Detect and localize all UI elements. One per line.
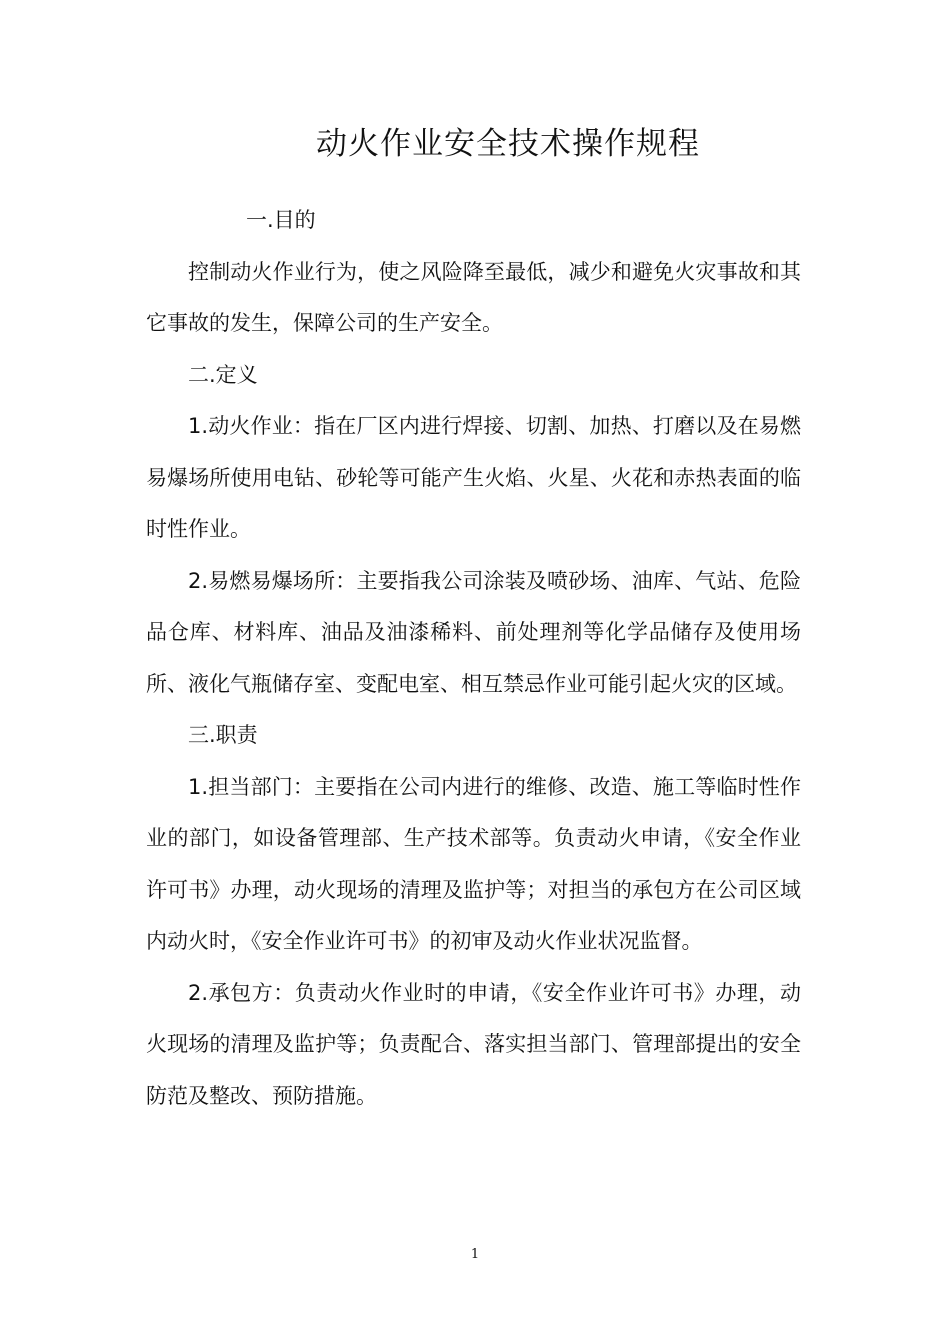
paragraph-contractor: 2.承包方：负责动火作业时的申请，《安全作业许可书》办理，动火现场的清理及监护等；负责配合、落实担当部门、管理部提出的安全防范及整改、预防措施。: [146, 980, 801, 1108]
section-heading-purpose: 一.目的: [246, 208, 316, 232]
section-heading-definition: 二.定义: [188, 362, 258, 387]
paragraph-responsible-department: 1.担当部门：主要指在公司内进行的维修、改造、施工等临时性作业的部门，如设备管理部、生产技术部等。负责动火申请，《安全作业许可书》办理，动火现场的清理及监护等；对担当的承包方在公司区域内动火时，《安全作业许可书》的初审及动火作业状况监督。: [146, 774, 801, 953]
document-title: 动火作业安全技术操作规程: [316, 126, 700, 162]
document-body: [146, 195, 801, 1122]
paragraph-definition-flammable-sites: 2.易燃易爆场所：主要指我公司涂装及喷砂场、油库、气站、危险品仓库、材料库、油品及油漆稀料、前处理剂等化学品储存及使用场所、液化气瓶储存室、变配电室、相互禁忌作业可能引起火灾的区域。: [146, 568, 801, 696]
paragraph-purpose: 控制动火作业行为，使之风险降至最低，减少和避免火灾事故和其它事故的发生，保障公司的生产安全。: [146, 259, 801, 335]
paragraph-definition-hot-work: 1.动火作业：指在厂区内进行焊接、切割、加热、打磨以及在易燃易爆场所使用电钻、砂轮等可能产生火焰、火星、火花和赤热表面的临时性作业。: [146, 414, 801, 541]
section-heading-responsibilities: 三.职责: [188, 723, 258, 747]
page-number: 1: [470, 1247, 480, 1262]
